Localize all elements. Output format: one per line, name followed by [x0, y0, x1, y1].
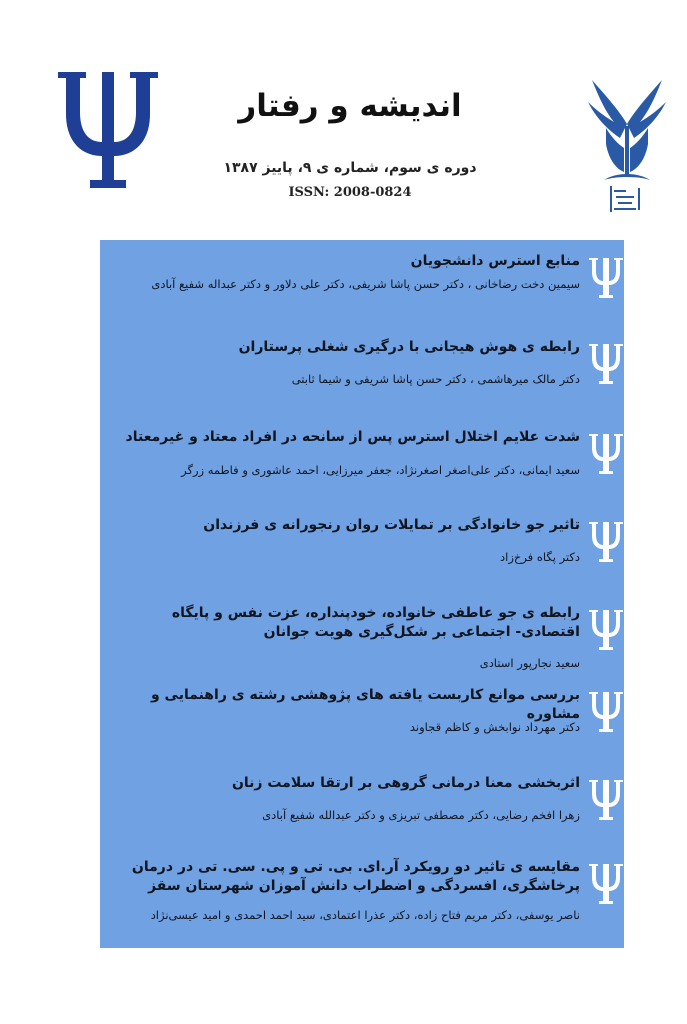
psi-bullet-icon — [588, 862, 624, 906]
psi-bullet-icon — [588, 778, 624, 822]
article-title: رابطه ی هوش هیجانی با درگیری شغلی پرستاران — [238, 339, 580, 355]
psi-bullet-icon — [588, 342, 624, 386]
article-title: منابع استرس دانشجویان — [410, 253, 580, 269]
article-title: شدت علایم اختلال استرس پس از سانحه در افراد معتاد و غیرمعتاد — [125, 429, 580, 445]
university-name-calligraphy — [610, 186, 640, 212]
article-authors: دکتر مالک میرهاشمی ، دکتر حسن پاشا شریفی و شیما ثابتی — [291, 372, 580, 386]
article-authors: دکتر مهرداد نوابخش و کاظم قجاوند — [409, 720, 580, 734]
article-title: رابطه ی جو عاطفی خانواده، خودپنداره، عزت نفس و پایگاه اقتصادی- اجتماعی بر شکل‌گیری هویت جوانان — [171, 605, 580, 640]
psi-bullet-icon — [588, 432, 624, 476]
psi-bullet-icon — [588, 520, 624, 564]
issn: ISSN: 2008-0824 — [288, 185, 412, 200]
psi-journal-logo — [56, 68, 160, 190]
article-title: اثربخشی معنا درمانی گروهی بر ارتقا سلامت زنان — [231, 775, 580, 791]
article-authors: سعید ایمانی، دکتر علی‌اصغر اصغرنژاد، جعفر میرزایی، احمد عاشوری و فاطمه زرگر — [181, 463, 580, 477]
article-authors: زهرا افخم رضایی، دکتر مصطفی تبریزی و دکتر عبدالله شفیع آبادی — [262, 808, 580, 822]
psi-bullet-icon — [588, 608, 624, 652]
table-of-contents — [100, 240, 624, 948]
article-authors: ناصر یوسفی، دکتر مریم فتاح زاده، دکتر عذرا اعتمادی، سید احمد احمدی و امید عیسی‌نژاد — [150, 908, 580, 922]
psi-bullet-icon — [588, 256, 624, 300]
university-emblem-logo — [586, 72, 668, 222]
journal-title: اندیشه و رفتار — [238, 88, 462, 124]
article-authors: سیمین دخت رضاخانی ، دکتر حسن پاشا شریفی، دکتر علی دلاور و دکتر عبداله شفیع آبادی — [151, 277, 580, 291]
issue-info: دوره ی سوم، شماره ی ۹، پاییز ۱۳۸۷ — [223, 160, 477, 176]
article-authors: دکتر پگاه فرخ‌زاد — [500, 550, 580, 564]
article-title: بررسی موانع کاربست یافته های پژوهشی رشته ی راهنمایی و مشاوره — [150, 687, 580, 722]
article-authors: سعید نجارپور استادی — [479, 656, 580, 670]
article-title: مقایسه ی تاثیر دو رویکرد آر.ای. بی. تی و پی. سی. تی در درمان پرخاشگری، افسردگی و اضطراب دانش آموزان شهرستان سقز — [131, 859, 580, 894]
psi-bullet-icon — [588, 690, 624, 734]
article-title: تاثیر جو خانوادگی بر تمایلات روان رنجورانه ی فرزندان — [203, 517, 580, 533]
